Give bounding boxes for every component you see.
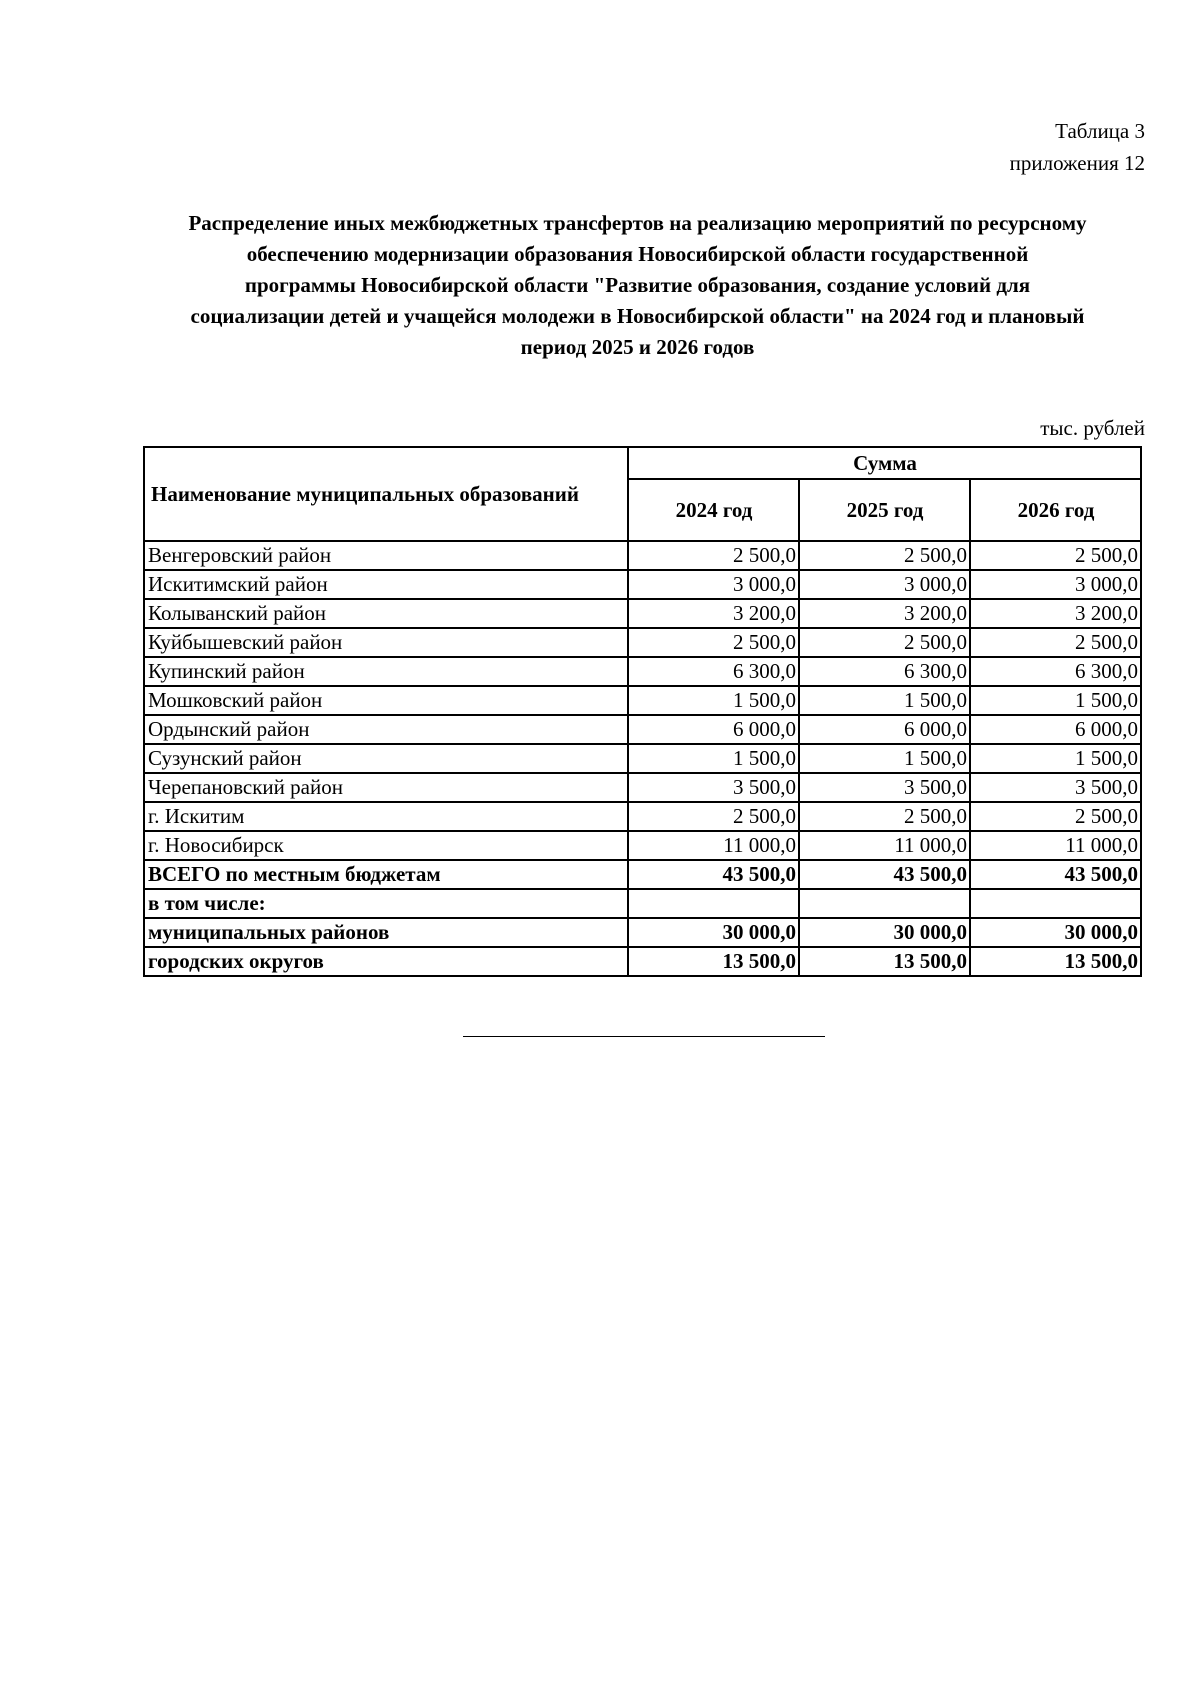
table-row — [144, 889, 1141, 918]
table-row — [144, 686, 1141, 715]
separator-line — [463, 1036, 825, 1037]
table-row — [144, 860, 1141, 889]
row-value-cell-2026: 3 200,0 — [970, 599, 1141, 628]
row-value-cell-2025: 6 000,0 — [799, 715, 970, 744]
row-value-cell-2025: 13 500,0 — [799, 947, 970, 976]
row-name-cell: Ордынский район — [144, 715, 628, 744]
row-value-cell-2026: 13 500,0 — [970, 947, 1141, 976]
row-name-cell: г. Искитим — [144, 802, 628, 831]
row-value-cell-2024: 3 000,0 — [628, 570, 799, 599]
row-value-cell-2026: 2 500,0 — [970, 802, 1141, 831]
column-header-2025: 2025 год — [799, 479, 970, 541]
column-header-name: Наименование муниципальных образований — [144, 447, 628, 541]
row-value-cell-2026: 3 000,0 — [970, 570, 1141, 599]
row-value-cell-2025: 3 500,0 — [799, 773, 970, 802]
row-name-cell: городских округов — [144, 947, 628, 976]
column-header-2026: 2026 год — [970, 479, 1141, 541]
row-value-cell-2024: 3 500,0 — [628, 773, 799, 802]
row-value-cell-2025: 1 500,0 — [799, 744, 970, 773]
row-value-cell-2026: 3 500,0 — [970, 773, 1141, 802]
row-value-cell-2026: 43 500,0 — [970, 860, 1141, 889]
units-label: тыс. рублей — [1040, 416, 1145, 440]
row-name-cell: Искитимский район — [144, 570, 628, 599]
row-value-cell-2024: 43 500,0 — [628, 860, 799, 889]
row-value-cell-2024 — [628, 889, 799, 918]
row-value-cell-2024: 1 500,0 — [628, 744, 799, 773]
row-value-cell-2026: 1 500,0 — [970, 744, 1141, 773]
table-row — [144, 947, 1141, 976]
row-value-cell-2026: 6 300,0 — [970, 657, 1141, 686]
row-name-cell: Сузунский район — [144, 744, 628, 773]
row-value-cell-2024: 6 300,0 — [628, 657, 799, 686]
table-row — [144, 657, 1141, 686]
document-title — [140, 208, 1135, 363]
table-row — [144, 773, 1141, 802]
table-row — [144, 918, 1141, 947]
table-number: Таблица 3 — [1055, 119, 1145, 143]
row-name-cell: ВСЕГО по местным бюджетам — [144, 860, 628, 889]
row-value-cell-2024: 30 000,0 — [628, 918, 799, 947]
table-body — [144, 541, 1141, 976]
row-name-cell: муниципальных районов — [144, 918, 628, 947]
row-value-cell-2025 — [799, 889, 970, 918]
row-value-cell-2025: 6 300,0 — [799, 657, 970, 686]
row-name-cell: Черепановский район — [144, 773, 628, 802]
row-name-cell: Мошковский район — [144, 686, 628, 715]
row-name-cell: г. Новосибирск — [144, 831, 628, 860]
row-value-cell-2025: 2 500,0 — [799, 628, 970, 657]
row-value-cell-2026: 30 000,0 — [970, 918, 1141, 947]
table-row — [144, 599, 1141, 628]
row-value-cell-2024: 1 500,0 — [628, 686, 799, 715]
table-header-row — [144, 447, 1141, 479]
table-row — [144, 715, 1141, 744]
title-line: Распределение иных межбюджетных трансфертов на реализацию мероприятий по ресурсному — [188, 211, 1087, 235]
row-name-cell: Колыванский район — [144, 599, 628, 628]
row-value-cell-2026: 2 500,0 — [970, 541, 1141, 570]
row-value-cell-2025: 3 200,0 — [799, 599, 970, 628]
row-value-cell-2025: 30 000,0 — [799, 918, 970, 947]
transfers-table — [143, 446, 1142, 977]
row-name-cell: в том числе: — [144, 889, 628, 918]
row-value-cell-2026 — [970, 889, 1141, 918]
row-value-cell-2024: 2 500,0 — [628, 802, 799, 831]
table-caption — [1010, 115, 1145, 179]
row-value-cell-2024: 3 200,0 — [628, 599, 799, 628]
row-value-cell-2024: 13 500,0 — [628, 947, 799, 976]
row-value-cell-2025: 11 000,0 — [799, 831, 970, 860]
table-row — [144, 831, 1141, 860]
table-row — [144, 541, 1141, 570]
row-value-cell-2025: 43 500,0 — [799, 860, 970, 889]
column-header-sum: Сумма — [628, 447, 1141, 479]
table-row — [144, 570, 1141, 599]
table-row — [144, 628, 1141, 657]
title-line: социализации детей и учащейся молодежи в Новосибирской области" на 2024 год и плановый — [190, 304, 1085, 328]
row-value-cell-2024: 11 000,0 — [628, 831, 799, 860]
row-value-cell-2026: 2 500,0 — [970, 628, 1141, 657]
column-header-2024: 2024 год — [628, 479, 799, 541]
title-line: программы Новосибирской области "Развитие образования, создание условий для — [244, 273, 1031, 297]
title-line: период 2025 и 2026 годов — [520, 335, 755, 359]
row-value-cell-2026: 11 000,0 — [970, 831, 1141, 860]
row-value-cell-2026: 6 000,0 — [970, 715, 1141, 744]
row-value-cell-2024: 2 500,0 — [628, 541, 799, 570]
row-name-cell: Купинский район — [144, 657, 628, 686]
row-name-cell: Венгеровский район — [144, 541, 628, 570]
row-value-cell-2024: 2 500,0 — [628, 628, 799, 657]
table-row — [144, 802, 1141, 831]
title-line: обеспечению модернизации образования Новосибирской области государственной — [246, 242, 1029, 266]
row-value-cell-2025: 3 000,0 — [799, 570, 970, 599]
row-value-cell-2025: 2 500,0 — [799, 802, 970, 831]
appendix-number: приложения 12 — [1009, 151, 1145, 175]
row-value-cell-2025: 1 500,0 — [799, 686, 970, 715]
table-row — [144, 744, 1141, 773]
row-name-cell: Куйбышевский район — [144, 628, 628, 657]
row-value-cell-2024: 6 000,0 — [628, 715, 799, 744]
row-value-cell-2025: 2 500,0 — [799, 541, 970, 570]
row-value-cell-2026: 1 500,0 — [970, 686, 1141, 715]
